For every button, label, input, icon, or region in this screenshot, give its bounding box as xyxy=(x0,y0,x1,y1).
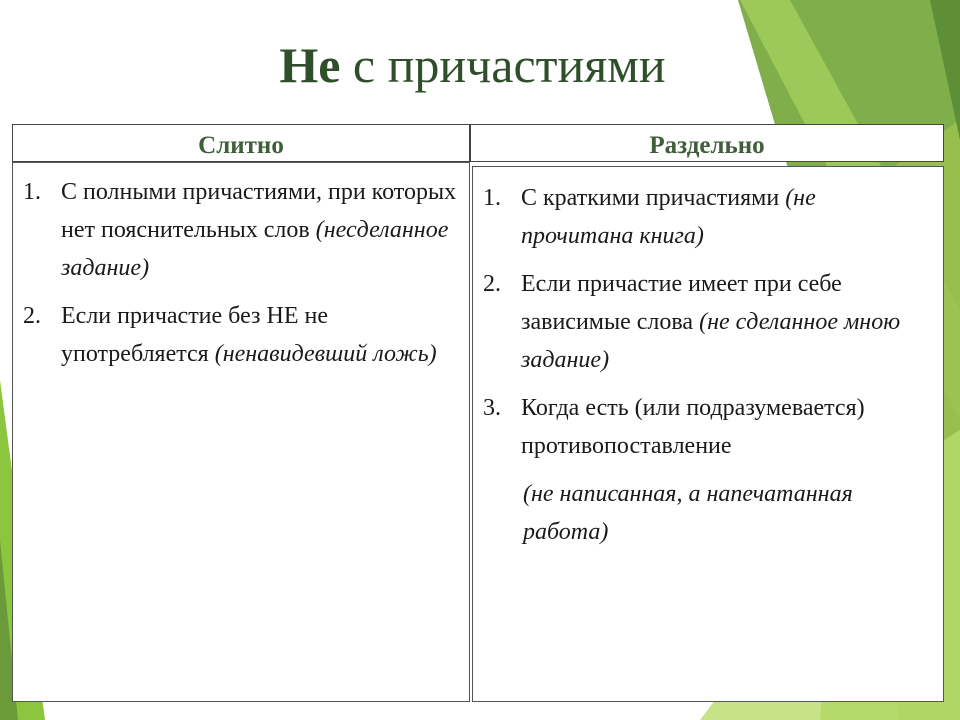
header-separate: Раздельно xyxy=(470,124,944,162)
rule-text: Когда есть (или подразумевается) противопоставление xyxy=(521,395,865,459)
list-item xyxy=(23,297,459,373)
example-text: (не сделанное мною задание) xyxy=(521,309,901,373)
column-solid xyxy=(12,162,470,702)
list-item xyxy=(483,389,933,465)
slide-title xyxy=(0,38,945,93)
list-item xyxy=(483,265,933,379)
rule-text: Если причастие имеет при себе зависимые слова xyxy=(521,271,842,335)
title-bold: Не xyxy=(279,37,341,93)
title-rest: с причастиями xyxy=(340,37,666,93)
example-text: (ненавидевший ложь) xyxy=(214,341,437,367)
contrast-example: (не написанная, а напечатанная работа) xyxy=(523,481,853,545)
item-number: 1. xyxy=(23,179,41,205)
item-text xyxy=(521,389,933,465)
rule-text: Если причастие без НЕ не употребляется xyxy=(61,303,328,367)
example-text: (не прочитана книга) xyxy=(521,185,816,249)
list-item xyxy=(23,173,459,287)
item-text xyxy=(61,297,459,373)
item-text xyxy=(521,265,933,379)
example-text: (несделанное задание) xyxy=(61,217,449,281)
solid-rules-list xyxy=(23,173,459,373)
item-number: 1. xyxy=(483,185,501,211)
item-text xyxy=(521,179,933,255)
separate-rules-list xyxy=(483,179,933,465)
rule-text: С краткими причастиями xyxy=(521,185,786,211)
header-solid: Слитно xyxy=(12,124,470,162)
item-number: 2. xyxy=(23,303,41,329)
item-number: 2. xyxy=(483,271,501,297)
rules-table xyxy=(12,124,944,702)
item-text xyxy=(61,173,459,287)
list-item xyxy=(483,179,933,255)
rule-text: С полными причастиями, при которых нет пояснительных слов xyxy=(61,179,457,243)
item-number: 3. xyxy=(483,395,501,421)
column-separate xyxy=(472,166,944,702)
